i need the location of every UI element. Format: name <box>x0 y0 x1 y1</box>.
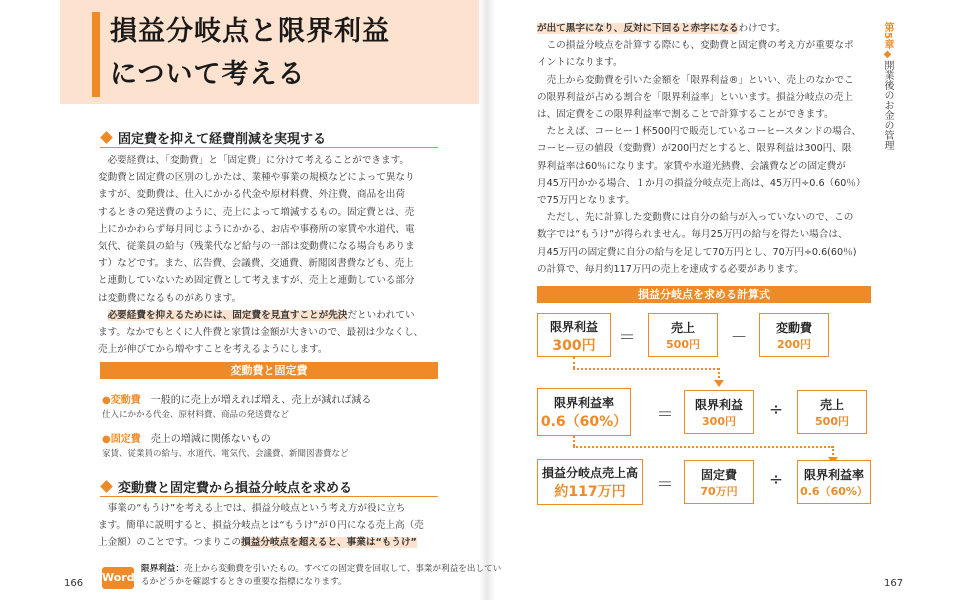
formula-box-sales <box>648 313 718 357</box>
paragraph-line-highlight <box>98 307 423 324</box>
paragraph-line: と連動していないため固定費として考えますが、売上と連動している部分 <box>98 275 415 287</box>
paragraph-line: ます。簡単に説明すると、損益分岐点とは“もうけ”が０円になる売上高（売 <box>98 520 424 532</box>
plain-text: だといわれてい <box>347 309 415 321</box>
paragraph-line <box>98 534 424 551</box>
box-label: 限界利益 <box>549 320 598 334</box>
box-label: 限界利益 <box>694 398 743 412</box>
paragraph-line: 数字では“もうけ”が得られません。毎月25万円の給与を得たい場合は、 <box>537 229 848 241</box>
paragraph-line: の限界利益が占める割合を「限界利益率」といいます。損益分岐点の売上 <box>537 91 853 103</box>
term-desc: 一般的に売上が増えれば増え、売上が減れば減る <box>150 395 372 406</box>
title-accent-bar <box>92 12 100 97</box>
paragraph-line: ますが、変動費は、仕入にかかる代金や原材料費、外注費、商品を出荷 <box>98 189 405 201</box>
word-badge: Word <box>102 567 134 589</box>
box-value: 300円 <box>702 415 736 428</box>
paragraph-line: 気代、従業員の給与（残業代など給与の一部は変動費になる場合もありま <box>98 241 415 253</box>
paragraph-line: は変動費になるものがあります。 <box>98 292 242 304</box>
paragraph-line: 必要経費は、「変動費」と「固定費」に分けて考えることができます。 <box>98 155 410 166</box>
box-value: 200円 <box>777 338 811 351</box>
section-rule <box>100 147 438 148</box>
box-label: 固定費 <box>700 468 737 482</box>
plain-text: 上金額）のことです。つまりこの <box>98 537 242 549</box>
connector-line <box>573 357 575 368</box>
term-variable <box>102 391 371 420</box>
term-sub: 家賃、従業員の給与、水道代、電気代、会議費、新聞図書費など <box>102 449 349 459</box>
paragraph-line: 事業の“もうけ”を考える上では、損益分岐点という考え方が役に立ち <box>98 503 406 514</box>
box-value: 約117万円 <box>554 484 626 500</box>
operator-divide: ÷ <box>768 470 784 490</box>
operator-equals: ＝ <box>656 405 674 425</box>
formula-box-sales-2 <box>797 390 867 434</box>
term-line <box>102 430 349 445</box>
operator-divide: ÷ <box>768 400 784 420</box>
book-gutter-left <box>479 0 487 600</box>
section2-body <box>98 500 424 552</box>
paragraph-line: するときの発送費のように、売上によって増減するもの。固定費とは、売 <box>98 206 415 218</box>
chapter-diamond-icon: ◆ <box>882 48 893 60</box>
diamond-bullet-icon <box>100 131 113 144</box>
paragraph-line: 変動費と固定費の区別のしかたは、業種や事業の規模などによって異なり <box>98 172 415 184</box>
operator-minus: － <box>730 328 748 348</box>
paragraph-line-highlight <box>537 20 866 37</box>
term-sub: 仕入にかかる代金、原材料費、商品の発送費など <box>102 410 290 420</box>
box-label: 損益分岐点売上高 <box>541 466 638 480</box>
term-name: ●変動費 <box>102 395 141 406</box>
section-heading-text: 固定費を抑えて経費削減を実現する <box>118 132 327 147</box>
chapter-number: 第5章 <box>882 22 893 49</box>
paragraph-line: 売上から変動費を引いた金額を「限界利益®」といい、売上のなかでこ <box>537 74 854 86</box>
word-term: 限界利益： <box>141 564 184 574</box>
arrow-down-icon <box>714 380 724 387</box>
page-title-line2: について考える <box>110 59 306 90</box>
term-name: ●固定費 <box>102 434 141 445</box>
section-heading-text: 変動費と固定費から損益分岐点を求める <box>118 481 353 496</box>
paragraph-line: たとえば、コーヒー１杯500円で販売しているコーヒースタンドの場合、 <box>537 126 862 138</box>
term-line <box>102 391 371 406</box>
paragraph-line: の計算で、毎月約117万円の売上を達成する必要があります。 <box>537 263 804 275</box>
formula-box-marginal-ratio <box>537 388 631 436</box>
formula-box-marginal-profit <box>537 313 611 357</box>
section1-body <box>98 152 423 358</box>
formula-box-breakeven-sales <box>537 459 643 505</box>
book-gutter-right <box>487 0 495 600</box>
section-rule <box>100 496 438 497</box>
page-number-right: 167 <box>884 578 904 589</box>
plain-text: わけです。 <box>738 23 786 34</box>
paragraph-line: この損益分岐点を計算する際にも、変動費と固定費の考え方が重要なポ <box>537 40 854 52</box>
paragraph-line: で75万円となります。 <box>537 195 635 207</box>
box-value: 70万円 <box>700 485 738 498</box>
word-definition <box>141 563 501 589</box>
connector-line <box>573 446 833 448</box>
box-value: 0.6（60%） <box>800 485 868 498</box>
box-label: 売上 <box>819 398 844 412</box>
paragraph-line: 上にかかわらず毎月同じようにかかる、お店や事務所の家賃や水道代、電 <box>98 223 415 235</box>
box-value: 0.6（60%） <box>540 414 628 430</box>
chapter-title: 開業後のお金の管理 <box>882 59 893 150</box>
page-title-line1: 損益分岐点と限界利益 <box>110 16 390 47</box>
formula-box-marginal-ratio-2 <box>797 460 871 504</box>
highlight-text: 必要経費を抑えるためには、固定費を見直すことが先決 <box>107 309 348 321</box>
highlight-text: が出て黒字になり、反対に下回ると赤字になる <box>537 23 739 34</box>
section-heading-breakeven <box>100 477 352 496</box>
paragraph-line: コーヒー豆の値段（変動費）が200円だとすると、限界利益は300円、限 <box>537 143 852 155</box>
band-variable-fixed: 変動費と固定費 <box>100 362 438 379</box>
diamond-bullet-icon <box>100 480 113 493</box>
paragraph-line: 売上が伸びてから増やすことを考えるようにします。 <box>98 344 328 356</box>
word-line <box>141 563 501 576</box>
paragraph-line: ただし、先に計算した変動費には自分の給与が入っていないので、この <box>537 212 854 224</box>
connector-line <box>573 368 719 370</box>
word-line: るかどうかを確認するときの重要な指標になります。 <box>141 577 347 587</box>
formula-box-fixed-cost <box>684 460 754 504</box>
box-label: 限界利益率 <box>803 468 864 482</box>
highlight-text: 損益分岐点を超えると、事業は“もうけ” <box>241 537 417 549</box>
section-heading-fixed-costs <box>100 128 326 147</box>
operator-equals: ＝ <box>618 328 636 348</box>
right-body <box>537 20 866 278</box>
term-fixed <box>102 430 349 459</box>
formula-band: 損益分岐点を求める計算式 <box>537 286 871 303</box>
chapter-tab <box>880 22 895 150</box>
page-number-left: 166 <box>64 578 84 589</box>
connector-line <box>573 436 575 446</box>
term-desc: 売上の増減に関係ないもの <box>150 434 271 445</box>
operator-equals: ＝ <box>656 475 674 495</box>
formula-box-variable-cost <box>759 313 829 357</box>
paragraph-line: す）などです。また、広告費、会議費、交通費、新聞図書費なども、売上 <box>98 258 414 270</box>
paragraph-line: イントになります。 <box>537 57 623 69</box>
paragraph-line: は、固定費をこの限界利益率で割ることで計算することができます。 <box>537 109 834 121</box>
box-value: 500円 <box>666 338 700 351</box>
box-value: 300円 <box>552 338 596 354</box>
box-label: 変動費 <box>775 321 812 335</box>
paragraph-line: 界利益率は60％になります。家賃や水道光熱費、会議費などの固定費が <box>537 160 846 172</box>
paragraph-line: ます。なかでもとくに人件費と家賃は金額が大きいので、最初は少なくし、 <box>98 327 424 339</box>
box-value: 500円 <box>815 415 849 428</box>
formula-box-marginal-profit-2 <box>684 390 754 434</box>
box-label: 売上 <box>670 321 695 335</box>
paragraph-line: 月45万円の固定費に自分の給与を足して70万円とし、70万円÷0.6(60％) <box>537 246 857 258</box>
box-label: 限界利益率 <box>553 396 614 410</box>
word-desc: 売上から変動費を引いたもの。すべての固定費を回収して、事業が利益を出してい <box>183 564 502 574</box>
paragraph-line: 月45万円かかる場合、１か月の損益分岐点売上高は、45万円÷0.6（60％） <box>537 177 866 189</box>
